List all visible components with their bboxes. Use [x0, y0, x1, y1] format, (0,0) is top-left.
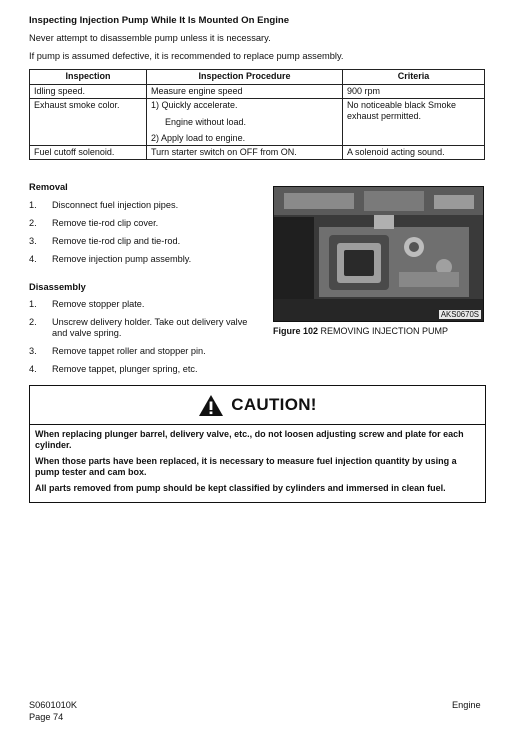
- cell-criteria: A solenoid acting sound.: [343, 146, 485, 160]
- table-row: [30, 146, 485, 160]
- caution-header: [30, 386, 485, 425]
- photo-code-label: AKS0670S: [440, 309, 479, 319]
- procedure-line: 2) Apply load to engine.: [151, 133, 246, 144]
- cell-inspection: Fuel cutoff solenoid.: [30, 146, 147, 160]
- list-item: [29, 299, 261, 310]
- intro-line-2: If pump is assumed defective, it is recommended to replace pump assembly.: [29, 51, 344, 61]
- step-text: Remove injection pump assembly.: [52, 254, 192, 265]
- figure-caption-text: REMOVING INJECTION PUMP: [320, 326, 449, 336]
- disassembly-title: Disassembly: [29, 282, 86, 292]
- step-text: Unscrew delivery holder. Take out delivery valve and valve spring.: [52, 317, 248, 339]
- intro-line-1: Never attempt to disassemble pump unless it is necessary.: [29, 33, 271, 43]
- caution-paragraph: All parts removed from pump should be kept classified by cylinders and immersed in clean fuel.: [35, 482, 446, 493]
- inspection-table: [29, 69, 485, 160]
- list-item: [29, 218, 261, 229]
- step-text: Remove tappet roller and stopper pin.: [52, 346, 206, 357]
- step-number: 1.: [29, 299, 37, 309]
- figure-caption: [273, 326, 448, 337]
- disassembly-steps: [29, 299, 261, 382]
- step-number: 1.: [29, 200, 37, 210]
- footer-page-number: Page 74: [29, 712, 64, 722]
- step-number: 3.: [29, 346, 37, 357]
- header-criteria: Criteria: [343, 70, 485, 85]
- removal-steps: [29, 200, 261, 272]
- list-item: [29, 200, 261, 211]
- cell-criteria: 900 rpm: [343, 85, 485, 99]
- cell-inspection: Exhaust smoke color.: [30, 98, 147, 145]
- figure-label: Figure 102: [273, 326, 319, 336]
- step-number: 2.: [29, 317, 37, 328]
- table-header-row: [30, 70, 485, 85]
- table-row: [30, 85, 485, 99]
- step-text: Disconnect fuel injection pipes.: [52, 200, 179, 210]
- list-item: [29, 364, 261, 375]
- header-inspection: Inspection: [30, 70, 147, 85]
- caution-body: [35, 429, 480, 499]
- list-item: [29, 254, 261, 265]
- step-text: Remove tie-rod clip and tie-rod.: [52, 236, 181, 247]
- header-procedure: Inspection Procedure: [147, 70, 343, 85]
- caution-box: [29, 385, 486, 503]
- caution-paragraph: When replacing plunger barrel, delivery valve, etc., do not loosen adjusting screw and plate for each cylinder.: [35, 429, 464, 450]
- step-text: Remove stopper plate.: [52, 299, 145, 309]
- page-heading: Inspecting Injection Pump While It Is Mounted On Engine: [29, 15, 290, 26]
- list-item: [29, 317, 261, 339]
- caution-paragraph: When those parts have been replaced, it is necessary to measure fuel injection quantity by using a pump tester and cam box.: [35, 455, 457, 477]
- caution-title: CAUTION!: [231, 394, 317, 414]
- procedure-line: Engine without load.: [165, 116, 247, 127]
- table-row: [30, 98, 485, 145]
- warning-triangle-icon: [198, 394, 224, 417]
- cell-procedure: Measure engine speed: [147, 85, 343, 99]
- step-text: Remove tie-rod clip cover.: [52, 218, 159, 229]
- step-number: 4.: [29, 254, 37, 265]
- cell-criteria: No noticeable black Smoke exhaust permitted.: [343, 98, 485, 145]
- injection-pump-photo: [273, 186, 484, 322]
- step-number: 2.: [29, 218, 37, 229]
- procedure-line: 1) Quickly accelerate.: [151, 99, 238, 110]
- cell-procedure: Turn starter switch on OFF from ON.: [147, 146, 343, 160]
- footer-doc-code: S0601010K: [29, 700, 78, 710]
- list-item: [29, 346, 261, 357]
- list-item: [29, 236, 261, 247]
- removal-title: Removal: [29, 182, 68, 192]
- step-number: 3.: [29, 236, 37, 247]
- step-text: Remove tappet, plunger spring, etc.: [52, 364, 198, 375]
- pump-photo-graphic: [274, 187, 483, 321]
- footer-section: Engine: [452, 700, 481, 710]
- step-number: 4.: [29, 364, 37, 375]
- cell-procedure: [147, 98, 343, 145]
- cell-inspection: Idling speed.: [30, 85, 147, 99]
